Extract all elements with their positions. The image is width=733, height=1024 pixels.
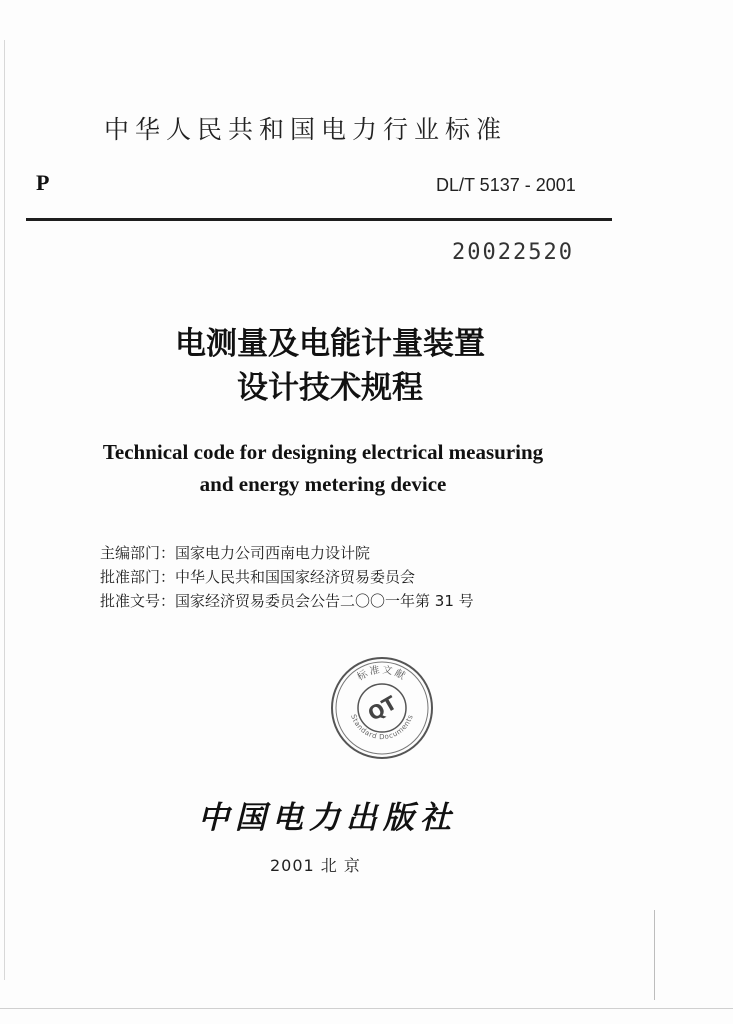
chinese-title-line-1: 电测量及电能计量装置 bbox=[175, 326, 485, 362]
serial-number: 20022520 bbox=[452, 240, 574, 265]
publisher-name: 中国电力出版社 bbox=[198, 800, 457, 836]
scan-edge-bottom bbox=[0, 1008, 733, 1009]
editor-department-row bbox=[100, 541, 474, 565]
chinese-title-line-2: 设计技术规程 bbox=[237, 370, 423, 406]
publication-year-city: 2001 北 京 bbox=[270, 856, 361, 875]
editor-department-label: 主编部门： bbox=[100, 544, 176, 562]
document-metadata bbox=[100, 541, 474, 613]
seal-center-text: QT bbox=[364, 692, 401, 726]
approval-department-row bbox=[100, 565, 474, 589]
seal-top-text: 标准文献 bbox=[355, 664, 409, 684]
approval-document-label: 批准文号： bbox=[100, 592, 176, 610]
approval-department-value: 中华人民共和国国家经济贸易委员会 bbox=[175, 568, 416, 586]
english-title-line-1: Technical code for designing electrical measuring bbox=[102, 440, 544, 464]
english-title bbox=[0, 436, 646, 500]
chinese-title bbox=[0, 322, 660, 410]
english-title-line-2: and energy metering device bbox=[199, 472, 447, 496]
approval-document-row bbox=[100, 589, 474, 613]
scan-edge-left bbox=[4, 40, 5, 980]
scan-edge-right bbox=[654, 910, 655, 1000]
seal-side-text: Standard Documents bbox=[349, 713, 415, 742]
approval-department-label: 批准部门： bbox=[100, 568, 176, 586]
approval-document-value: 国家经济贸易委员会公告二〇〇一年第 31 号 bbox=[175, 592, 474, 610]
standard-number: DL/T 5137 - 2001 bbox=[436, 175, 576, 195]
standard-documents-seal-icon bbox=[329, 655, 435, 761]
header-rule bbox=[26, 218, 612, 221]
editor-department-value: 国家电力公司西南电力设计院 bbox=[175, 544, 371, 562]
issuing-organization: 中华人民共和国电力行业标准 bbox=[104, 115, 508, 144]
category-code: P bbox=[36, 170, 50, 195]
